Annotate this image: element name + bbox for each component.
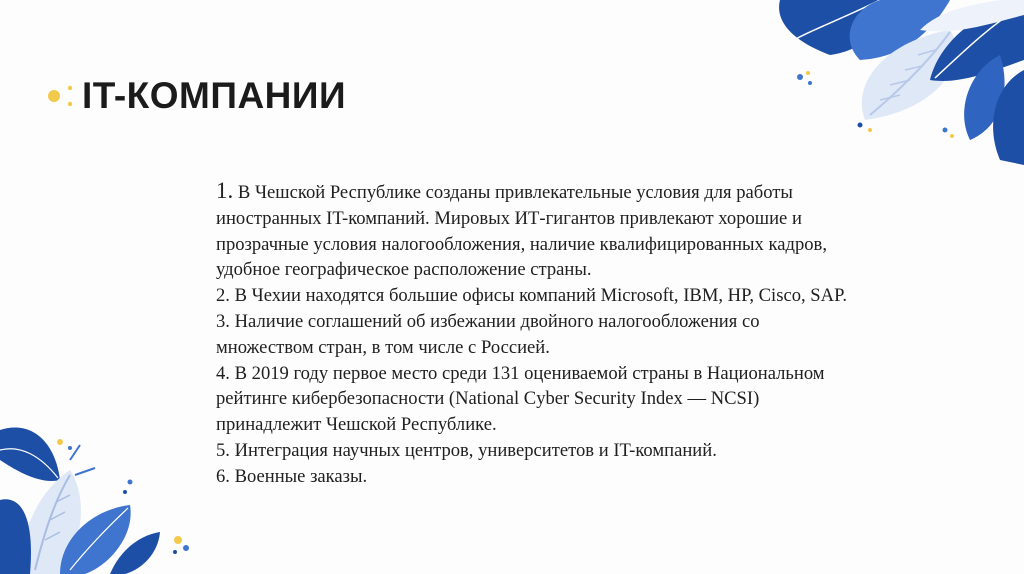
list-item [216,309,856,361]
list-item-text: В Чешской Республике созданы привлекательные условия для работы иностранных IT-компаний. Мировых ИТ-гигантов привлекают хорошие и прозрачные условия налогообложения, наличие квалифицированных кадров, удобное географическое расположение страны. [216,182,827,281]
list-item-number: 3. [216,310,230,332]
list-item-text: В 2019 году первое место среди 131 оцениваемой страны в Национальном рейтинге кибербезопасности (National Cyber Security Index — NCSI) принадлежит Чешской Республике. [216,362,825,436]
leaf-cluster-bottom-left-icon [0,420,200,574]
body-text [216,178,856,490]
list-item-number: 5. [216,439,230,461]
list-item-text: Наличие соглашений об избежании двойного налогообложения со множеством стран, в том числе с Россией. [216,310,760,358]
list-item-text: В Чехии находятся большие офисы компаний Microsoft, IBM, HP, Cisco, SAP. [229,285,847,307]
slide-title: IT-КОМПАНИИ [82,75,347,116]
title-dots-icon [45,79,85,113]
list-item-text: Интеграция научных центров, университетов и IT-компаний. [229,439,717,461]
list-item-text: Военные заказы. [229,465,368,487]
leaf-cluster-top-right-icon [770,0,1024,170]
list-item [216,464,856,490]
list-item [216,438,856,464]
list-item-number: 1. [216,178,234,203]
list-item-number: 2. [216,285,230,307]
list-item [216,361,856,438]
list-item-number: 6. [216,465,230,487]
list-item [216,178,856,283]
list-item [216,283,856,309]
list-item-number: 4. [216,362,230,384]
